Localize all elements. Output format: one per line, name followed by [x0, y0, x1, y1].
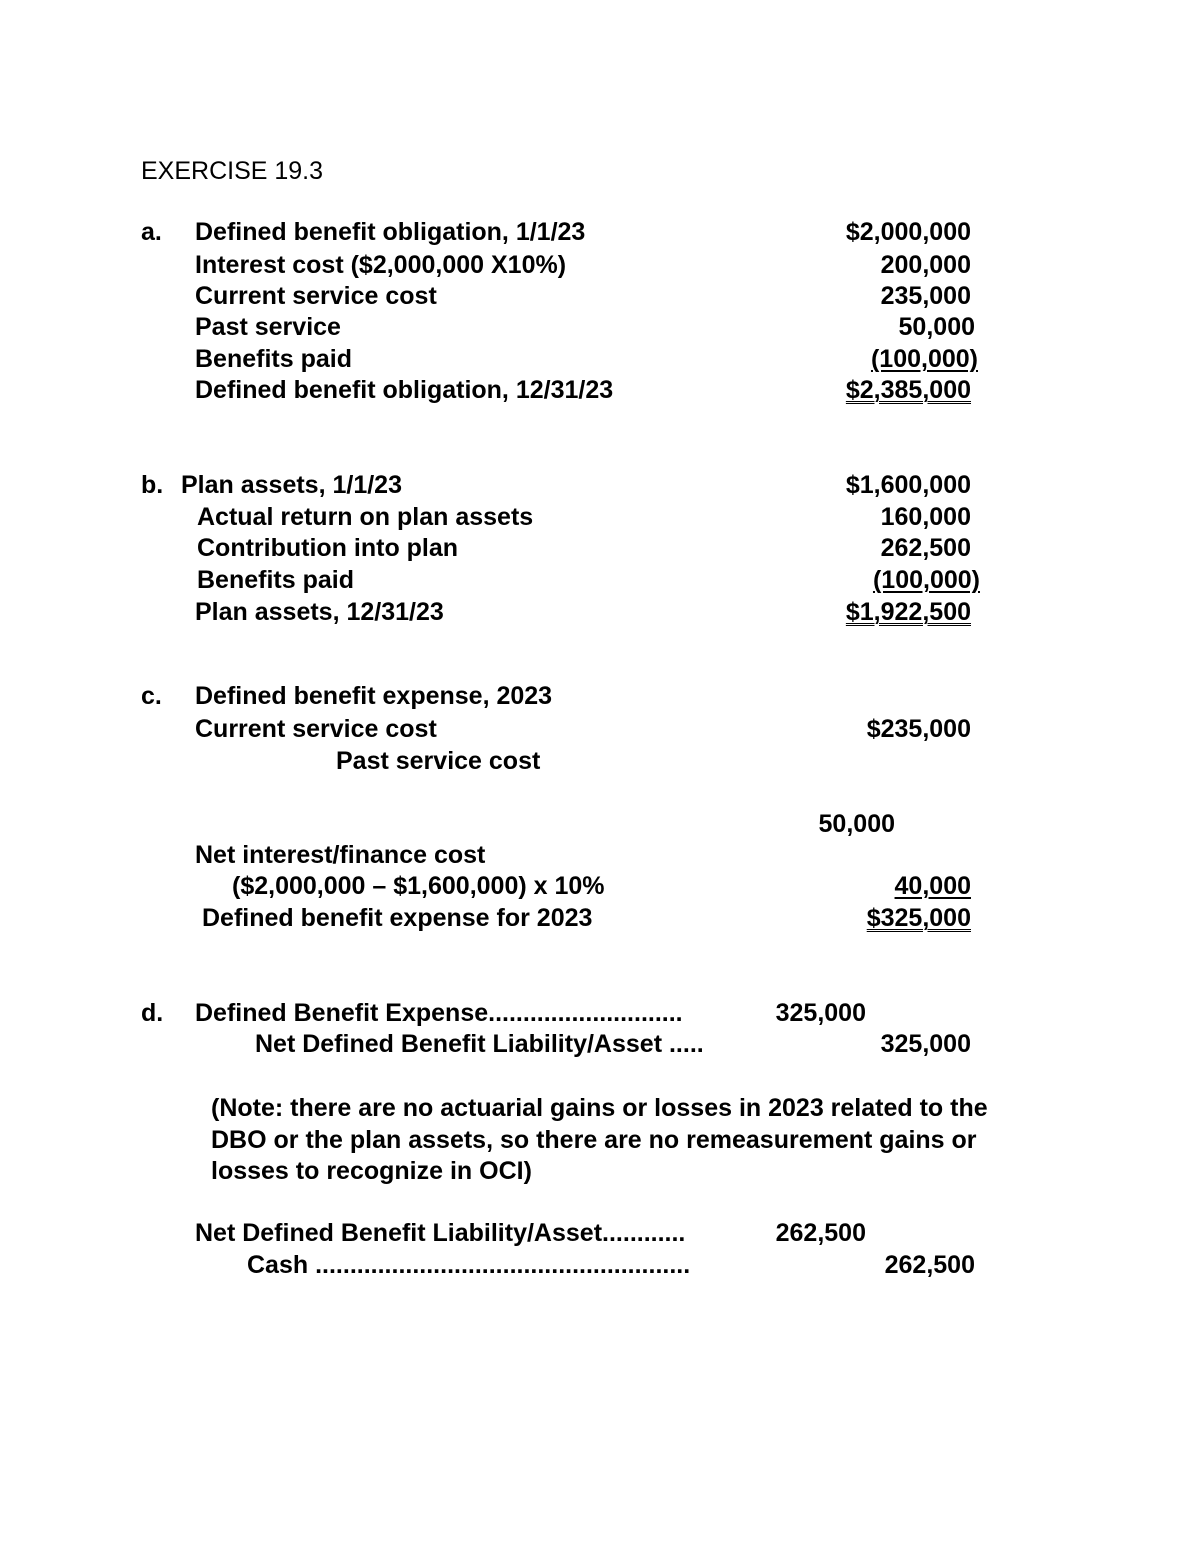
dot-leader: ............: [602, 1219, 686, 1247]
exercise-title: EXERCISE 19.3: [141, 157, 324, 185]
part-a-row-label: Benefits paid: [195, 345, 352, 373]
part-a-row-label: Defined benefit obligation, 1/1/23: [195, 218, 586, 246]
net-interest-detail: ($2,000,000 – $1,600,000) x 10%: [232, 872, 605, 900]
part-a-row-amount: $2,000,000: [845, 218, 971, 246]
journal-entry-1-credit-amount: 325,000: [880, 1030, 971, 1058]
journal-entry-1-debit-account: [195, 998, 683, 1028]
journal-entry-1-debit-amount: 325,000: [775, 999, 866, 1027]
debit-account-name: Net Defined Benefit Liability/Asset: [195, 1219, 603, 1247]
part-b-row-amount: (100,000): [872, 566, 980, 594]
credit-account-name: Net Defined Benefit Liability/Asset: [255, 1030, 663, 1058]
net-interest-label: Net interest/finance cost: [195, 841, 486, 869]
part-a-row-amount: 50,000: [898, 313, 975, 341]
part-c-label: c.: [141, 682, 162, 710]
net-interest-amount: 40,000: [894, 872, 971, 900]
part-b-row-amount: 262,500: [880, 534, 971, 562]
part-a-row-label: Interest cost ($2,000,000 X10%): [195, 251, 567, 279]
journal-entry-1-credit-account: [255, 1029, 704, 1059]
part-a-label: a.: [141, 218, 162, 246]
journal-entry-2-credit-amount: 262,500: [884, 1251, 975, 1279]
part-a-row-amount: 235,000: [880, 282, 971, 310]
current-service-label: Current service cost: [195, 715, 437, 743]
journal-entry-2-credit-account: [247, 1250, 690, 1280]
part-b-total-amount: $1,922,500: [845, 598, 971, 626]
expense-total-amount: $325,000: [866, 904, 971, 932]
part-b-row-label: Benefits paid: [197, 566, 354, 594]
part-b-label: b.: [141, 471, 164, 499]
dot-leader: ......................................................: [315, 1251, 691, 1279]
part-b-row-label: Contribution into plan: [197, 534, 459, 562]
debit-account-name: Defined Benefit Expense: [195, 999, 489, 1027]
past-service-amount: 50,000: [818, 810, 895, 838]
part-a-row-amount: (100,000): [870, 345, 978, 373]
credit-account-name: Cash: [247, 1251, 309, 1279]
part-c-heading: Defined benefit expense, 2023: [195, 682, 553, 710]
dot-leader: ............................: [488, 999, 683, 1027]
part-d-label: d.: [141, 999, 164, 1027]
note-line: losses to recognize in OCI): [211, 1157, 532, 1185]
journal-entry-2-debit-amount: 262,500: [775, 1219, 866, 1247]
journal-entry-2-debit-account: [195, 1218, 685, 1248]
part-b-row-amount: $1,600,000: [845, 471, 971, 499]
expense-total-label: Defined benefit expense for 2023: [202, 904, 593, 932]
note-line: DBO or the plan assets, so there are no remeasurement gains or: [211, 1126, 977, 1154]
note-line: (Note: there are no actuarial gains or losses in 2023 related to the: [211, 1094, 988, 1122]
past-service-label: Past service cost: [336, 747, 541, 775]
part-b-row-amount: 160,000: [880, 503, 971, 531]
part-a-total-amount: $2,385,000: [845, 376, 971, 404]
part-b-row-label: Plan assets, 12/31/23: [195, 598, 444, 626]
current-service-amount: $235,000: [866, 715, 971, 743]
part-b-row-label: Actual return on plan assets: [197, 503, 534, 531]
part-b-row-label: Plan assets, 1/1/23: [181, 471, 402, 499]
dot-leader: .....: [668, 1030, 704, 1058]
part-a-row-label: Current service cost: [195, 282, 437, 310]
part-a-row-amount: 200,000: [880, 251, 971, 279]
part-a-row-label: Past service: [195, 313, 341, 341]
part-a-row-label: Defined benefit obligation, 12/31/23: [195, 376, 614, 404]
